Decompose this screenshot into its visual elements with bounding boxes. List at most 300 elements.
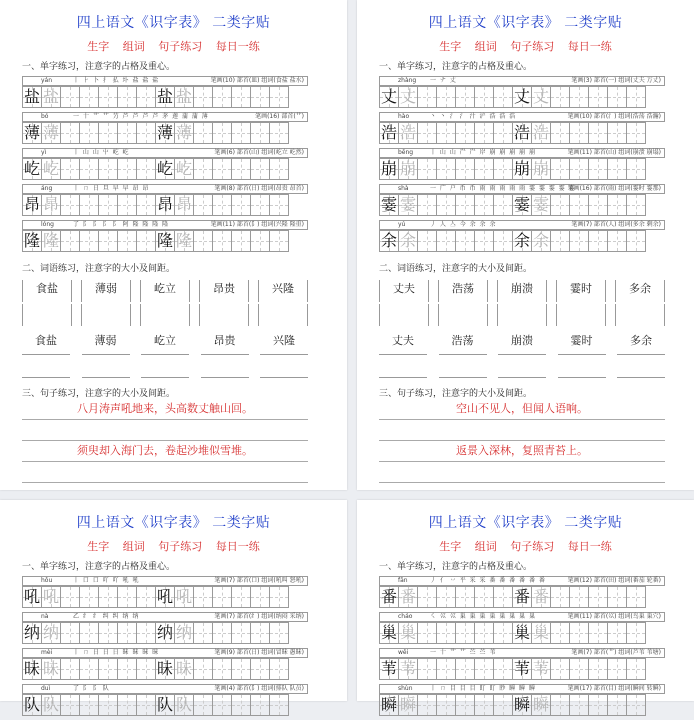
practice-cell[interactable]: [174, 694, 194, 716]
char-model: 余: [380, 231, 397, 250]
practice-cell[interactable]: [136, 194, 156, 216]
practice-cell[interactable]: [98, 122, 118, 144]
word-box[interactable]: 浩荡: [439, 332, 487, 355]
practice-cell[interactable]: [626, 230, 646, 252]
practice-cell[interactable]: [588, 86, 608, 108]
practice-cell[interactable]: [79, 586, 99, 608]
practice-cell[interactable]: [626, 658, 646, 680]
practice-cell[interactable]: [269, 194, 289, 216]
word-box-blank[interactable]: [438, 304, 488, 326]
practice-cell[interactable]: [493, 622, 513, 644]
practice-cell[interactable]: [550, 194, 570, 216]
practice-cell[interactable]: [117, 658, 137, 680]
practice-cell[interactable]: [436, 622, 456, 644]
practice-cell[interactable]: [626, 86, 646, 108]
practice-cell[interactable]: [474, 230, 494, 252]
practice-cell[interactable]: [41, 86, 61, 108]
practice-cell[interactable]: [588, 658, 608, 680]
practice-cell[interactable]: [231, 658, 251, 680]
practice-cell[interactable]: [512, 158, 532, 180]
practice-cell[interactable]: [212, 658, 232, 680]
practice-cell[interactable]: [79, 622, 99, 644]
practice-cell[interactable]: [231, 622, 251, 644]
practice-cell[interactable]: [607, 230, 627, 252]
practice-cell[interactable]: [474, 622, 494, 644]
practice-cell[interactable]: [60, 158, 80, 180]
practice-cell[interactable]: [398, 586, 418, 608]
practice-cell[interactable]: [193, 86, 213, 108]
word-box[interactable]: 浩荡: [438, 280, 488, 302]
practice-cell[interactable]: [398, 230, 418, 252]
practice-cell[interactable]: [41, 586, 61, 608]
practice-cell[interactable]: [417, 194, 437, 216]
practice-cell[interactable]: [193, 622, 213, 644]
practice-cell[interactable]: [550, 658, 570, 680]
practice-cell[interactable]: [231, 230, 251, 252]
practice-cell[interactable]: [231, 194, 251, 216]
practice-cell[interactable]: [436, 194, 456, 216]
practice-cell[interactable]: [531, 86, 551, 108]
practice-cell[interactable]: [436, 122, 456, 144]
practice-cell[interactable]: [512, 194, 532, 216]
practice-cell[interactable]: [212, 194, 232, 216]
practice-cell[interactable]: [117, 158, 137, 180]
practice-cell[interactable]: [41, 622, 61, 644]
practice-cell[interactable]: [41, 158, 61, 180]
practice-cell[interactable]: [98, 622, 118, 644]
word-box[interactable]: 兴隆: [260, 332, 308, 355]
practice-cell[interactable]: [117, 86, 137, 108]
practice-cell[interactable]: [417, 694, 437, 716]
practice-cell[interactable]: [607, 694, 627, 716]
practice-cell[interactable]: [155, 86, 175, 108]
practice-cell[interactable]: [626, 694, 646, 716]
word-box[interactable]: 食盐: [22, 280, 72, 302]
word-box[interactable]: 霎时: [556, 280, 606, 302]
practice-cell[interactable]: [250, 694, 270, 716]
practice-cell[interactable]: [417, 122, 437, 144]
practice-cell[interactable]: [117, 194, 137, 216]
practice-cell[interactable]: [417, 658, 437, 680]
practice-cell[interactable]: [136, 658, 156, 680]
practice-cell[interactable]: [398, 86, 418, 108]
practice-cell[interactable]: [474, 86, 494, 108]
practice-cell[interactable]: [588, 122, 608, 144]
word-box-blank[interactable]: [617, 355, 665, 378]
practice-cell[interactable]: [379, 122, 399, 144]
practice-cell[interactable]: [512, 122, 532, 144]
practice-cell[interactable]: [231, 586, 251, 608]
practice-cell[interactable]: [269, 694, 289, 716]
practice-cell[interactable]: [550, 622, 570, 644]
practice-cell[interactable]: [436, 86, 456, 108]
practice-cell[interactable]: [493, 86, 513, 108]
practice-cell[interactable]: [626, 586, 646, 608]
practice-cell[interactable]: [493, 230, 513, 252]
writing-line[interactable]: [379, 420, 665, 441]
practice-cell[interactable]: [474, 194, 494, 216]
practice-cell[interactable]: [436, 158, 456, 180]
practice-cell[interactable]: [455, 158, 475, 180]
word-box-blank[interactable]: [260, 355, 308, 378]
word-box-blank[interactable]: [82, 355, 130, 378]
practice-cell[interactable]: [41, 122, 61, 144]
practice-cell[interactable]: [174, 122, 194, 144]
practice-cell[interactable]: [41, 230, 61, 252]
word-box-blank[interactable]: [379, 355, 427, 378]
practice-cell[interactable]: [398, 158, 418, 180]
practice-cell[interactable]: [174, 586, 194, 608]
practice-cell[interactable]: [41, 194, 61, 216]
word-box-blank[interactable]: [615, 304, 665, 326]
practice-cell[interactable]: [98, 158, 118, 180]
practice-cell[interactable]: [626, 622, 646, 644]
practice-cell[interactable]: [269, 230, 289, 252]
practice-cell[interactable]: [379, 694, 399, 716]
practice-cell[interactable]: [79, 658, 99, 680]
practice-cell[interactable]: [193, 694, 213, 716]
practice-cell[interactable]: [531, 122, 551, 144]
word-box-blank[interactable]: [556, 304, 606, 326]
writing-line[interactable]: [22, 462, 308, 483]
practice-cell[interactable]: [569, 86, 589, 108]
practice-cell[interactable]: [193, 658, 213, 680]
practice-cell[interactable]: [569, 694, 589, 716]
practice-cell[interactable]: [455, 86, 475, 108]
practice-cell[interactable]: [136, 230, 156, 252]
practice-cell[interactable]: [250, 122, 270, 144]
word-box-blank[interactable]: [22, 355, 70, 378]
practice-cell[interactable]: [231, 694, 251, 716]
practice-cell[interactable]: [174, 622, 194, 644]
practice-cell[interactable]: [512, 86, 532, 108]
practice-cell[interactable]: [569, 658, 589, 680]
practice-cell[interactable]: [550, 230, 570, 252]
practice-cell[interactable]: [455, 658, 475, 680]
worksheet-subtitle: 生字 组词 句子练习 每日一练: [87, 40, 260, 53]
practice-cell[interactable]: [212, 158, 232, 180]
practice-cell[interactable]: [550, 122, 570, 144]
practice-cell[interactable]: [269, 622, 289, 644]
practice-cell[interactable]: [379, 658, 399, 680]
word-row-1: [379, 280, 665, 302]
practice-cell[interactable]: [117, 230, 137, 252]
practice-cell[interactable]: [250, 158, 270, 180]
word-box[interactable]: 多余: [615, 280, 665, 302]
practice-cell[interactable]: [60, 230, 80, 252]
practice-cell[interactable]: [79, 122, 99, 144]
practice-cell[interactable]: [417, 622, 437, 644]
practice-cell[interactable]: [117, 694, 137, 716]
practice-cell[interactable]: [512, 622, 532, 644]
practice-cell[interactable]: [193, 586, 213, 608]
practice-cell[interactable]: [60, 694, 80, 716]
practice-cell[interactable]: [398, 194, 418, 216]
word-box[interactable]: 崩溃: [497, 280, 547, 302]
word-box-blank[interactable]: [439, 355, 487, 378]
practice-cell[interactable]: [550, 86, 570, 108]
practice-cell[interactable]: [60, 658, 80, 680]
word-box[interactable]: 丈夫: [379, 280, 429, 302]
practice-cell[interactable]: [155, 158, 175, 180]
word-box-blank[interactable]: [497, 304, 547, 326]
practice-cell[interactable]: [379, 230, 399, 252]
practice-cell[interactable]: [531, 158, 551, 180]
practice-cell[interactable]: [455, 694, 475, 716]
practice-cell[interactable]: [136, 586, 156, 608]
practice-cell[interactable]: [588, 694, 608, 716]
practice-cell[interactable]: [250, 194, 270, 216]
practice-cell[interactable]: [531, 694, 551, 716]
practice-cell[interactable]: [417, 230, 437, 252]
practice-cell[interactable]: [588, 622, 608, 644]
practice-cell[interactable]: [607, 622, 627, 644]
practice-cell[interactable]: [474, 158, 494, 180]
practice-cell[interactable]: [493, 158, 513, 180]
practice-cell[interactable]: [436, 658, 456, 680]
practice-cell[interactable]: [79, 230, 99, 252]
practice-cell[interactable]: [79, 694, 99, 716]
practice-cell[interactable]: [98, 194, 118, 216]
practice-cell[interactable]: [417, 586, 437, 608]
practice-cell[interactable]: [60, 86, 80, 108]
practice-cell[interactable]: [212, 694, 232, 716]
practice-cell[interactable]: [155, 622, 175, 644]
practice-cell[interactable]: [626, 158, 646, 180]
practice-cell[interactable]: [212, 86, 232, 108]
practice-cell[interactable]: [474, 694, 494, 716]
word-box-blank[interactable]: [498, 355, 546, 378]
practice-cell[interactable]: [269, 86, 289, 108]
practice-cell[interactable]: [22, 122, 42, 144]
word-box[interactable]: 薄弱: [82, 332, 130, 355]
practice-cell[interactable]: [60, 622, 80, 644]
practice-cell[interactable]: [22, 694, 42, 716]
practice-cell[interactable]: [607, 194, 627, 216]
practice-cell[interactable]: [174, 230, 194, 252]
word-box[interactable]: 昂贵: [199, 280, 249, 302]
practice-cell[interactable]: [212, 230, 232, 252]
practice-cell[interactable]: [436, 586, 456, 608]
practice-cell[interactable]: [117, 622, 137, 644]
practice-cell[interactable]: [136, 122, 156, 144]
word-box[interactable]: 昂贵: [201, 332, 249, 355]
practice-cell[interactable]: [569, 122, 589, 144]
practice-cell[interactable]: [231, 122, 251, 144]
practice-cell[interactable]: [455, 194, 475, 216]
word-box-blank[interactable]: [140, 304, 190, 326]
practice-cell[interactable]: [455, 586, 475, 608]
practice-cell[interactable]: [493, 586, 513, 608]
practice-cell[interactable]: [231, 86, 251, 108]
practice-cell[interactable]: [588, 158, 608, 180]
word-box[interactable]: 霎时: [558, 332, 606, 355]
practice-cell[interactable]: [174, 194, 194, 216]
practice-cell[interactable]: [531, 622, 551, 644]
practice-cell[interactable]: [193, 158, 213, 180]
practice-cell[interactable]: [174, 86, 194, 108]
practice-cell[interactable]: [626, 122, 646, 144]
practice-cell[interactable]: [250, 586, 270, 608]
practice-cell[interactable]: [60, 122, 80, 144]
practice-cell[interactable]: [79, 158, 99, 180]
practice-cell[interactable]: [436, 694, 456, 716]
word-box-blank[interactable]: [258, 304, 308, 326]
practice-cell[interactable]: [250, 658, 270, 680]
practice-cell[interactable]: [155, 658, 175, 680]
practice-cell[interactable]: [512, 658, 532, 680]
word-box[interactable]: 兴隆: [258, 280, 308, 302]
practice-cell[interactable]: [136, 622, 156, 644]
word-box[interactable]: 屹立: [140, 280, 190, 302]
practice-cell[interactable]: [269, 158, 289, 180]
practice-cell[interactable]: [569, 586, 589, 608]
practice-cell[interactable]: [398, 694, 418, 716]
word-box-blank[interactable]: [199, 304, 249, 326]
practice-cell[interactable]: [250, 622, 270, 644]
practice-cell[interactable]: [212, 122, 232, 144]
word-box[interactable]: 屹立: [141, 332, 189, 355]
practice-cell[interactable]: [193, 194, 213, 216]
practice-cell[interactable]: [136, 694, 156, 716]
practice-cell[interactable]: [569, 622, 589, 644]
practice-cell[interactable]: [474, 658, 494, 680]
practice-cell[interactable]: [250, 86, 270, 108]
word-box-blank[interactable]: [141, 355, 189, 378]
practice-cell[interactable]: [398, 658, 418, 680]
practice-cell[interactable]: [60, 586, 80, 608]
word-box[interactable]: 薄弱: [81, 280, 131, 302]
practice-cell[interactable]: [531, 194, 551, 216]
practice-cell[interactable]: [455, 122, 475, 144]
practice-cell[interactable]: [269, 586, 289, 608]
practice-cell[interactable]: [22, 86, 42, 108]
practice-cell[interactable]: [455, 230, 475, 252]
word-box-blank[interactable]: [201, 355, 249, 378]
word-box[interactable]: 多余: [617, 332, 665, 355]
practice-cell[interactable]: [22, 230, 42, 252]
practice-cell[interactable]: [79, 86, 99, 108]
practice-cell[interactable]: [607, 158, 627, 180]
practice-cell[interactable]: [474, 122, 494, 144]
practice-cell[interactable]: [588, 194, 608, 216]
practice-cell[interactable]: [193, 230, 213, 252]
word-box-blank[interactable]: [558, 355, 606, 378]
word-box[interactable]: 食盐: [22, 332, 70, 355]
practice-cell[interactable]: [193, 122, 213, 144]
practice-cell[interactable]: [136, 86, 156, 108]
practice-cell[interactable]: [174, 158, 194, 180]
word-box-blank[interactable]: [379, 304, 429, 326]
practice-cell[interactable]: [155, 194, 175, 216]
practice-cell[interactable]: [212, 622, 232, 644]
word-box[interactable]: 丈夫: [379, 332, 427, 355]
practice-cell[interactable]: [569, 194, 589, 216]
practice-cell[interactable]: [550, 158, 570, 180]
practice-cell[interactable]: [493, 658, 513, 680]
word-box-blank[interactable]: [81, 304, 131, 326]
practice-cell[interactable]: [98, 586, 118, 608]
practice-cell[interactable]: [22, 622, 42, 644]
practice-cell[interactable]: [398, 122, 418, 144]
practice-cell[interactable]: [531, 586, 551, 608]
practice-cell[interactable]: [60, 194, 80, 216]
practice-cell[interactable]: [231, 158, 251, 180]
practice-cell[interactable]: [155, 586, 175, 608]
practice-cell[interactable]: [588, 586, 608, 608]
practice-cell[interactable]: [174, 658, 194, 680]
practice-cell[interactable]: [512, 230, 532, 252]
practice-cell[interactable]: [98, 694, 118, 716]
practice-cell[interactable]: [607, 122, 627, 144]
practice-cell[interactable]: [379, 586, 399, 608]
practice-cell[interactable]: [22, 194, 42, 216]
practice-cell[interactable]: [155, 122, 175, 144]
practice-cell[interactable]: [41, 658, 61, 680]
practice-cell[interactable]: [98, 230, 118, 252]
practice-cell[interactable]: [136, 158, 156, 180]
practice-cell[interactable]: [79, 194, 99, 216]
practice-cell[interactable]: [41, 694, 61, 716]
practice-cell[interactable]: [98, 658, 118, 680]
writing-line[interactable]: [22, 420, 308, 441]
practice-cell[interactable]: [550, 694, 570, 716]
practice-cell[interactable]: [455, 622, 475, 644]
practice-cell[interactable]: [493, 122, 513, 144]
practice-cell[interactable]: [550, 586, 570, 608]
practice-cell[interactable]: [379, 194, 399, 216]
stroke-order: 丨 ㄇ 日 旦 早 早 昂 昂: [73, 185, 150, 192]
practice-cell[interactable]: [512, 586, 532, 608]
practice-cell[interactable]: [98, 86, 118, 108]
practice-cell[interactable]: [398, 622, 418, 644]
practice-cell[interactable]: [569, 230, 589, 252]
practice-cell[interactable]: [607, 86, 627, 108]
practice-cell[interactable]: [379, 622, 399, 644]
practice-cell[interactable]: [493, 194, 513, 216]
practice-cell[interactable]: [417, 158, 437, 180]
word-box-blank[interactable]: [22, 304, 72, 326]
practice-cell[interactable]: [436, 230, 456, 252]
practice-cell[interactable]: [117, 122, 137, 144]
practice-cell[interactable]: [22, 658, 42, 680]
practice-cell[interactable]: [531, 230, 551, 252]
writing-line[interactable]: [379, 462, 665, 483]
practice-cell[interactable]: [22, 586, 42, 608]
practice-cell[interactable]: [417, 86, 437, 108]
practice-cell[interactable]: [512, 694, 532, 716]
practice-cell[interactable]: [626, 194, 646, 216]
practice-cell[interactable]: [155, 230, 175, 252]
practice-cell[interactable]: [607, 658, 627, 680]
practice-cell[interactable]: [269, 658, 289, 680]
practice-cell[interactable]: [493, 694, 513, 716]
practice-cell[interactable]: [155, 694, 175, 716]
practice-cell[interactable]: [379, 86, 399, 108]
practice-cell[interactable]: [269, 122, 289, 144]
practice-cell[interactable]: [22, 158, 42, 180]
word-box[interactable]: 崩溃: [498, 332, 546, 355]
practice-cell[interactable]: [117, 586, 137, 608]
practice-cell[interactable]: [250, 230, 270, 252]
practice-cell[interactable]: [212, 586, 232, 608]
practice-cell[interactable]: [474, 586, 494, 608]
practice-cell[interactable]: [569, 158, 589, 180]
practice-cell[interactable]: [588, 230, 608, 252]
practice-cell[interactable]: [379, 158, 399, 180]
practice-cell[interactable]: [607, 586, 627, 608]
practice-cell[interactable]: [531, 658, 551, 680]
